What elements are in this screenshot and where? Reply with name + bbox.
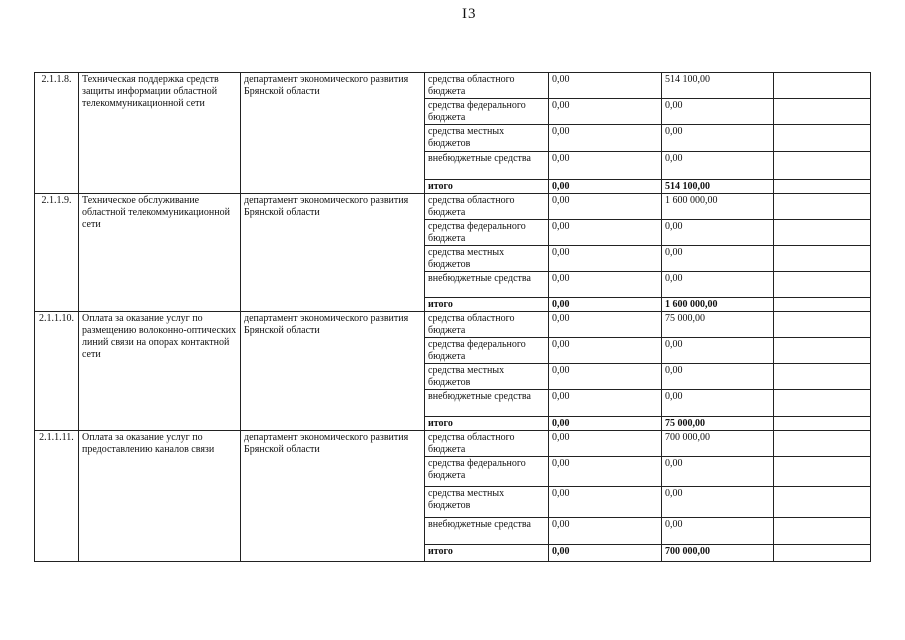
item-code: 2.1.1.9. (35, 194, 79, 312)
funding-source: средства областного бюджета (425, 73, 549, 99)
amount-2: 514 100,00 (662, 180, 774, 194)
amount-1: 0,00 (549, 390, 662, 417)
funding-source: внебюджетные средства (425, 390, 549, 417)
amount-3 (774, 272, 871, 298)
amount-3 (774, 152, 871, 180)
amount-3 (774, 487, 871, 518)
funding-source: средства местных бюджетов (425, 246, 549, 272)
amount-1: 0,00 (549, 152, 662, 180)
amount-3 (774, 220, 871, 246)
amount-1: 0,00 (549, 518, 662, 545)
amount-2: 0,00 (662, 220, 774, 246)
funding-source: средства областного бюджета (425, 312, 549, 338)
amount-2: 0,00 (662, 518, 774, 545)
amount-2: 0,00 (662, 457, 774, 487)
funding-source: средства местных бюджетов (425, 364, 549, 390)
item-name: Оплата за оказание услуг по размещению волоконно-оптических линий связи на опорах контактной сети (79, 312, 241, 431)
table-row (35, 431, 871, 457)
amount-1: 0,00 (549, 298, 662, 312)
funding-source: средства федерального бюджета (425, 99, 549, 125)
item-code: 2.1.1.11. (35, 431, 79, 562)
funding-source: внебюджетные средства (425, 518, 549, 545)
item-name: Техническое обслуживание областной телекоммуникационной сети (79, 194, 241, 312)
total-label: итого (425, 298, 549, 312)
amount-3 (774, 390, 871, 417)
amount-2: 75 000,00 (662, 417, 774, 431)
amount-3 (774, 518, 871, 545)
amount-2: 700 000,00 (662, 545, 774, 562)
funding-source: средства федерального бюджета (425, 457, 549, 487)
amount-3 (774, 125, 871, 152)
amount-1: 0,00 (549, 312, 662, 338)
item-name: Оплата за оказание услуг по предоставлению каналов связи (79, 431, 241, 562)
total-label: итого (425, 417, 549, 431)
item-name: Техническая поддержка средств защиты информации областной телекоммуникационной сети (79, 73, 241, 194)
amount-1: 0,00 (549, 545, 662, 562)
amount-2: 0,00 (662, 364, 774, 390)
amount-3 (774, 180, 871, 194)
amount-2: 0,00 (662, 152, 774, 180)
amount-2: 0,00 (662, 246, 774, 272)
amount-2: 0,00 (662, 390, 774, 417)
amount-3 (774, 312, 871, 338)
item-executor: департамент экономического развития Брянской области (241, 431, 425, 562)
funding-source: внебюджетные средства (425, 272, 549, 298)
amount-2: 700 000,00 (662, 431, 774, 457)
amount-1: 0,00 (549, 431, 662, 457)
table-row (35, 194, 871, 220)
amount-3 (774, 73, 871, 99)
funding-source: средства федерального бюджета (425, 338, 549, 364)
item-executor: департамент экономического развития Брянской области (241, 194, 425, 312)
item-executor: департамент экономического развития Брянской области (241, 73, 425, 194)
amount-2: 0,00 (662, 338, 774, 364)
amount-2: 0,00 (662, 272, 774, 298)
amount-2: 0,00 (662, 125, 774, 152)
total-label: итого (425, 545, 549, 562)
total-label: итого (425, 180, 549, 194)
amount-2: 0,00 (662, 487, 774, 518)
item-executor: департамент экономического развития Брянской области (241, 312, 425, 431)
funding-source: внебюджетные средства (425, 152, 549, 180)
amount-3 (774, 457, 871, 487)
amount-1: 0,00 (549, 180, 662, 194)
funding-source: средства федерального бюджета (425, 220, 549, 246)
amount-1: 0,00 (549, 194, 662, 220)
amount-1: 0,00 (549, 457, 662, 487)
amount-1: 0,00 (549, 99, 662, 125)
amount-1: 0,00 (549, 246, 662, 272)
amount-3 (774, 545, 871, 562)
amount-1: 0,00 (549, 364, 662, 390)
amount-1: 0,00 (549, 272, 662, 298)
amount-3 (774, 246, 871, 272)
amount-1: 0,00 (549, 125, 662, 152)
item-code: 2.1.1.8. (35, 73, 79, 194)
amount-3 (774, 194, 871, 220)
funding-source: средства областного бюджета (425, 431, 549, 457)
amount-1: 0,00 (549, 487, 662, 518)
amount-3 (774, 338, 871, 364)
table-row (35, 73, 871, 99)
amount-2: 1 600 000,00 (662, 194, 774, 220)
amount-1: 0,00 (549, 417, 662, 431)
budget-table (34, 72, 871, 562)
amount-2: 0,00 (662, 99, 774, 125)
item-code: 2.1.1.10. (35, 312, 79, 431)
table-row (35, 312, 871, 338)
amount-2: 1 600 000,00 (662, 298, 774, 312)
amount-2: 75 000,00 (662, 312, 774, 338)
amount-3 (774, 417, 871, 431)
amount-2: 514 100,00 (662, 73, 774, 99)
amount-1: 0,00 (549, 220, 662, 246)
amount-3 (774, 364, 871, 390)
amount-1: 0,00 (549, 73, 662, 99)
amount-1: 0,00 (549, 338, 662, 364)
funding-source: средства местных бюджетов (425, 125, 549, 152)
funding-source: средства местных бюджетов (425, 487, 549, 518)
page-number: I3 (462, 6, 477, 22)
amount-3 (774, 298, 871, 312)
amount-3 (774, 99, 871, 125)
funding-source: средства областного бюджета (425, 194, 549, 220)
amount-3 (774, 431, 871, 457)
